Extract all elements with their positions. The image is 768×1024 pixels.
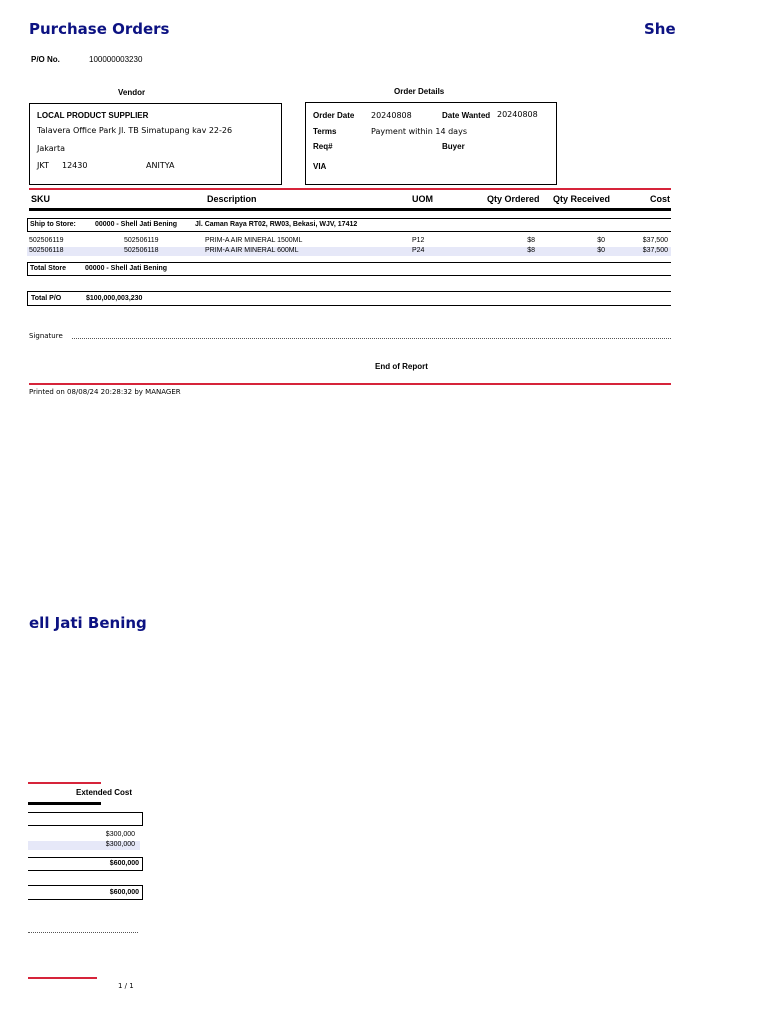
- buyer-label: Buyer: [442, 142, 465, 151]
- req-label: Req#: [313, 142, 333, 151]
- table-row: [28, 841, 140, 850]
- page-title: Purchase Orders: [29, 20, 170, 38]
- page2-total-store-bar: [28, 857, 143, 871]
- row-code: 502506118: [124, 247, 159, 254]
- signature-line: [72, 337, 671, 339]
- printed-info: Printed on 08/08/24 20:28:32 by MANAGER: [29, 388, 181, 396]
- row-extended-cost: $300,000: [105, 831, 135, 838]
- total-store-label: Total Store: [30, 265, 67, 272]
- via-label: VIA: [313, 162, 327, 171]
- col-cost: Cost: [650, 194, 670, 204]
- row-extended-cost: $300,000: [105, 841, 135, 848]
- total-store-bar: [27, 262, 671, 276]
- order-date-label: Order Date: [313, 111, 355, 120]
- page2-header-rule-black: [28, 802, 101, 805]
- col-sku: SKU: [31, 194, 51, 204]
- row-sku: 502506119: [29, 237, 64, 244]
- page2-total-po-bar: [28, 885, 143, 900]
- ship-to-store-bar: [27, 218, 671, 232]
- total-po-label: Total P/O: [31, 295, 62, 302]
- vendor-name: LOCAL PRODUCT SUPPLIER: [37, 111, 149, 120]
- row-qty-ordered: $8: [527, 237, 535, 244]
- ship-to-address: Jl. Caman Raya RT02, RW03, Bekasi, WJV, 17412: [195, 221, 358, 228]
- signature-label: Signature: [29, 332, 63, 340]
- table-row: [27, 237, 671, 246]
- row-description: PRIM-A AIR MINERAL 1500ML: [205, 237, 303, 244]
- col-uom: UOM: [412, 194, 433, 204]
- po-number-label: P/O No.: [31, 55, 60, 64]
- vendor-postal: 12430: [62, 161, 88, 170]
- row-cost: $37,500: [642, 237, 668, 244]
- total-store-value: 00000 - Shell Jati Bening: [85, 265, 168, 272]
- page2-total-po-value: $600,000: [109, 889, 139, 896]
- ship-to-store: 00000 - Shell Jati Bening: [95, 221, 178, 228]
- end-of-report: End of Report: [375, 362, 428, 371]
- footer-rule-red: [29, 383, 671, 385]
- row-qty-ordered: $8: [527, 247, 535, 254]
- row-cost: $37,500: [642, 247, 668, 254]
- terms-value: Payment within 14 days: [371, 127, 467, 136]
- page-number: 1 / 1: [118, 982, 134, 990]
- row-qty-received: $0: [597, 247, 605, 254]
- order-details-heading: Order Details: [394, 87, 445, 96]
- row-description: PRIM-A AIR MINERAL 600ML: [205, 247, 299, 254]
- col-qty-ordered: Qty Ordered: [487, 194, 540, 204]
- po-number-value: 100000003230: [89, 55, 143, 64]
- row-uom: P12: [412, 237, 425, 244]
- vendor-heading: Vendor: [118, 88, 146, 97]
- row-code: 502506119: [124, 237, 159, 244]
- page2-signature-line: [28, 931, 138, 933]
- col-qty-received: Qty Received: [553, 194, 611, 204]
- row-sku: 502506118: [29, 247, 64, 254]
- col-extended-cost: Extended Cost: [76, 788, 133, 797]
- terms-label: Terms: [313, 127, 337, 136]
- vendor-contact: ANITYA: [146, 161, 175, 170]
- vendor-box: [29, 103, 282, 185]
- ship-to-label: Ship to Store:: [30, 221, 76, 228]
- total-po-value: $100,000,003,230: [86, 295, 143, 302]
- page2-title: ell Jati Bening: [29, 614, 147, 632]
- col-description: Description: [207, 194, 257, 204]
- row-qty-received: $0: [597, 237, 605, 244]
- page2-footer-rule-red: [28, 977, 97, 979]
- vendor-city: Jakarta: [37, 144, 65, 153]
- page2-header-rule-red: [28, 782, 101, 784]
- date-wanted-value: 20240808: [497, 110, 538, 119]
- order-details-box: [305, 102, 557, 185]
- header-rule-black: [29, 208, 671, 211]
- row-uom: P24: [412, 247, 425, 254]
- date-wanted-label: Date Wanted: [442, 111, 491, 120]
- page2-total-store-value: $600,000: [109, 860, 139, 867]
- table-row: [27, 247, 671, 256]
- header-rule-red: [29, 188, 671, 190]
- page2-ship-bar: [28, 812, 143, 826]
- vendor-address: Talavera Office Park Jl. TB Simatupang kav 22-26: [37, 126, 233, 135]
- page-title-right: She: [644, 20, 676, 38]
- vendor-region: JKT: [37, 161, 49, 170]
- total-po-bar: [27, 291, 671, 306]
- table-row: [28, 831, 140, 840]
- order-date-value: 20240808: [371, 111, 412, 120]
